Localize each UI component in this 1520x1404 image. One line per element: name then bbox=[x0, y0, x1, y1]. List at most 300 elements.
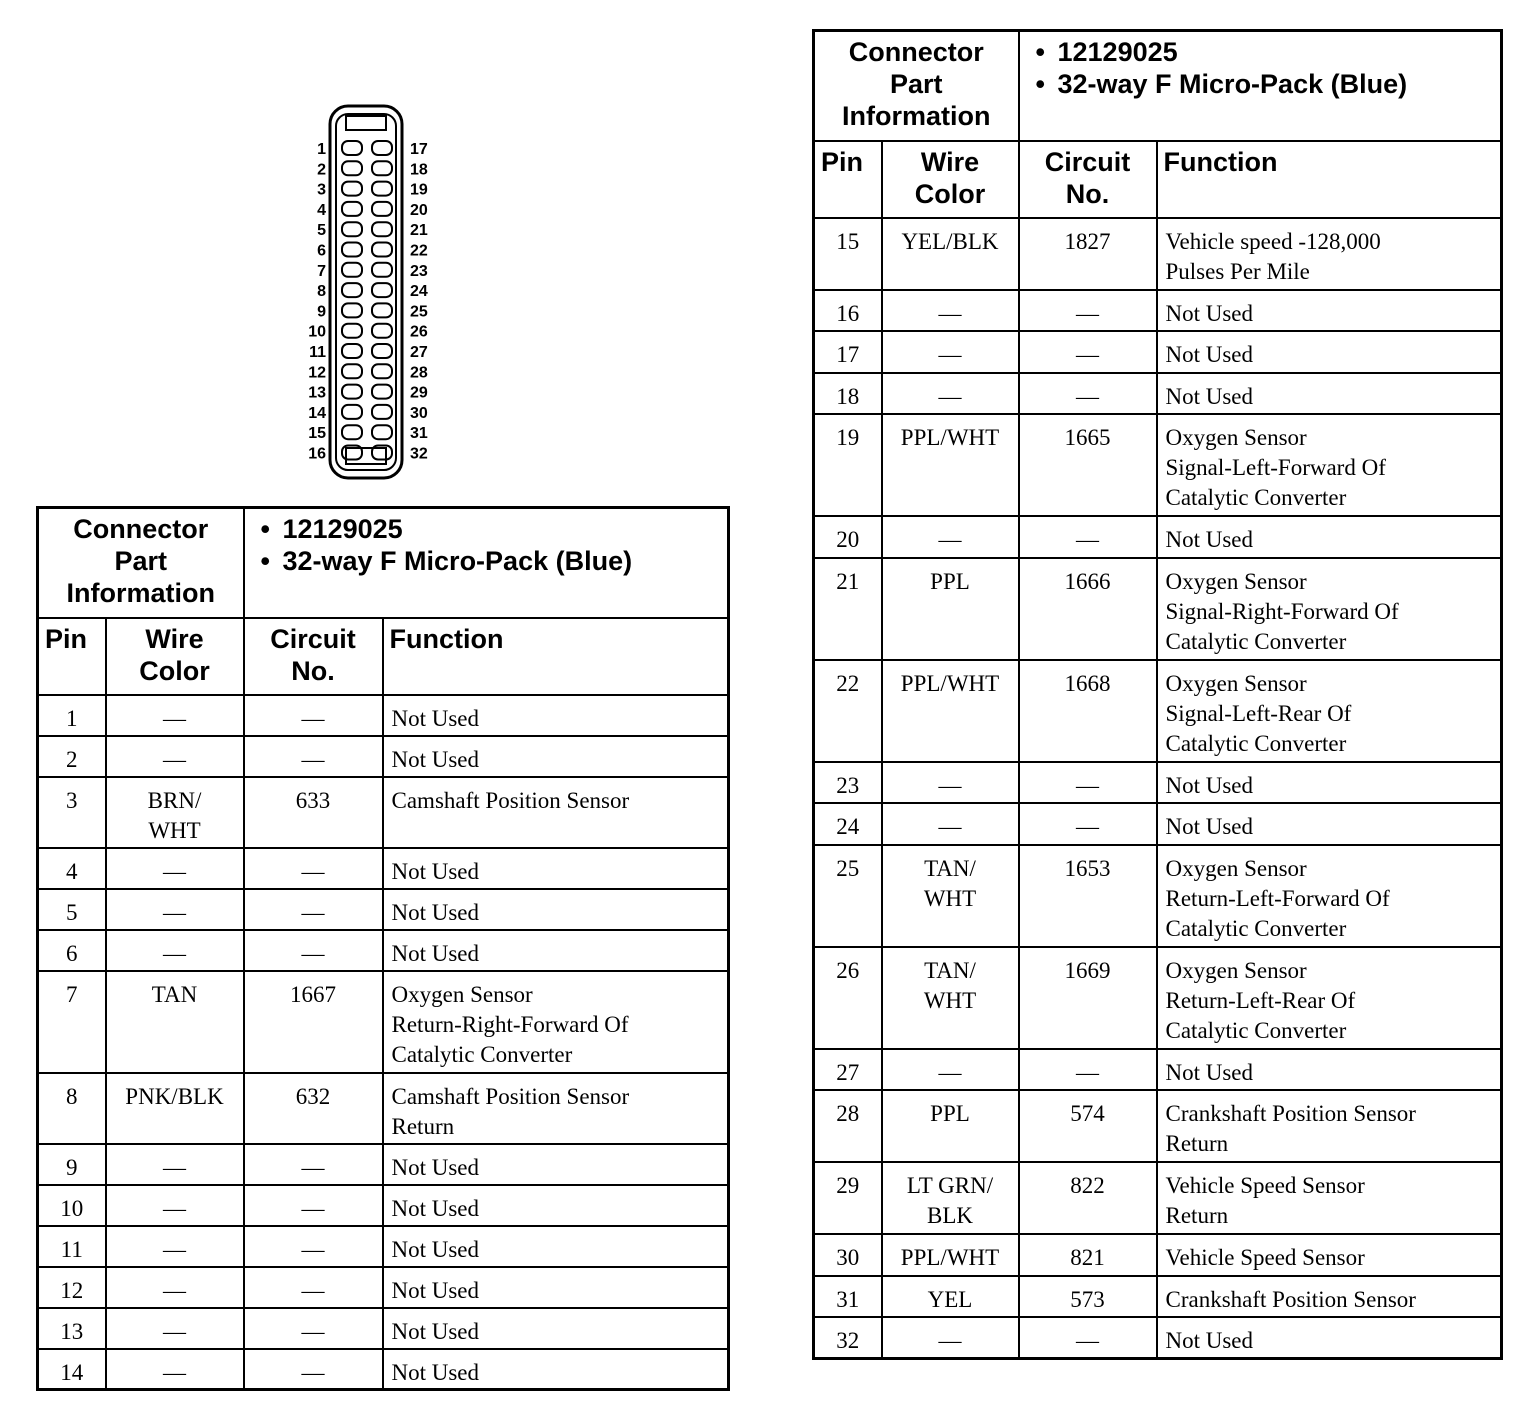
pin-cell: 8 bbox=[38, 1073, 106, 1144]
part-label-line: Connector bbox=[73, 514, 209, 544]
function-cell bbox=[383, 1185, 729, 1226]
pin-cavity bbox=[372, 202, 392, 216]
pin-cavity bbox=[372, 385, 392, 399]
function-line: Not Used bbox=[391, 1154, 480, 1180]
pin-cell: 24 bbox=[814, 803, 882, 845]
function-cell bbox=[1157, 331, 1502, 373]
table-row bbox=[38, 1349, 729, 1390]
function-cell bbox=[1157, 660, 1502, 762]
circuit-cell: — bbox=[1019, 1317, 1157, 1359]
pin-cell: 21 bbox=[814, 558, 882, 660]
function-cell bbox=[1157, 290, 1502, 332]
function-cell bbox=[1157, 1234, 1502, 1276]
table-row bbox=[814, 1317, 1502, 1359]
function-line: Crankshaft Position Sensor bbox=[1165, 1101, 1416, 1126]
part-label-line: Information bbox=[66, 578, 215, 608]
pin-cavity bbox=[342, 202, 362, 216]
table-row bbox=[814, 1276, 1502, 1318]
function-line: Return bbox=[1165, 1203, 1229, 1228]
function-line: Oxygen Sensor bbox=[1165, 957, 1307, 983]
pin-number-label: 1 bbox=[317, 141, 326, 158]
wire-color-line: YEL bbox=[927, 1286, 973, 1312]
pin-cavity bbox=[372, 141, 392, 155]
circuit-cell: — bbox=[1019, 331, 1157, 373]
col-header-pin: Pin bbox=[814, 141, 882, 218]
pin-cell: 10 bbox=[38, 1185, 106, 1226]
circuit-cell: 632 bbox=[244, 1073, 383, 1144]
function-line: Not Used bbox=[391, 1318, 480, 1344]
pin-cavity bbox=[372, 364, 392, 378]
col-header-circuit bbox=[1019, 141, 1157, 218]
wire-color-cell bbox=[882, 1090, 1019, 1162]
pin-cell: 32 bbox=[814, 1317, 882, 1359]
pin-cavity bbox=[372, 344, 392, 358]
pin-cell: 22 bbox=[814, 660, 882, 762]
circuit-cell: — bbox=[1019, 290, 1157, 332]
header-line: Color bbox=[914, 178, 986, 209]
pin-cell: 7 bbox=[38, 971, 106, 1073]
pin-cell: 19 bbox=[814, 414, 882, 516]
table-row bbox=[38, 777, 729, 848]
pin-number-label: 5 bbox=[317, 222, 326, 240]
function-cell bbox=[383, 971, 729, 1073]
table-row bbox=[814, 373, 1502, 415]
table-row bbox=[38, 889, 729, 930]
pin-number-label: 8 bbox=[317, 283, 326, 301]
header-line: No. bbox=[1065, 178, 1110, 209]
circuit-cell: — bbox=[244, 1185, 383, 1226]
wire-color-line: PPL bbox=[930, 568, 970, 594]
pin-cavity bbox=[342, 405, 362, 419]
function-line: Not Used bbox=[391, 1236, 480, 1262]
circuit-cell: — bbox=[244, 1308, 383, 1349]
pin-cavity bbox=[342, 161, 362, 175]
wire-color-cell bbox=[106, 1267, 244, 1308]
pin-cell: 26 bbox=[814, 947, 882, 1049]
pin-cavity bbox=[342, 385, 362, 399]
function-cell bbox=[383, 1073, 729, 1144]
function-cell bbox=[383, 848, 729, 889]
pin-cavity bbox=[342, 243, 362, 257]
pin-cavity bbox=[372, 263, 392, 277]
pin-cell: 15 bbox=[814, 218, 882, 290]
pin-number-label: 31 bbox=[410, 425, 428, 443]
circuit-cell: — bbox=[244, 848, 383, 889]
wire-color-cell bbox=[106, 930, 244, 971]
function-line: Crankshaft Position Sensor bbox=[1165, 1286, 1416, 1312]
function-line: Catalytic Converter bbox=[1165, 485, 1347, 510]
function-cell bbox=[383, 1349, 729, 1390]
header-line: Color bbox=[139, 655, 210, 686]
wire-color-line: WHT bbox=[923, 885, 977, 911]
function-line: Signal-Right-Forward Of bbox=[1165, 598, 1399, 624]
function-cell bbox=[383, 1267, 729, 1308]
part-number: • 12129025 bbox=[1058, 36, 1501, 68]
function-cell bbox=[383, 1144, 729, 1185]
part-label-line: Connector bbox=[848, 37, 984, 67]
table-row bbox=[38, 1073, 729, 1144]
pin-number-label: 18 bbox=[410, 161, 428, 179]
wire-color-cell bbox=[106, 1144, 244, 1185]
connector-part-values bbox=[244, 508, 729, 618]
part-label-line: Information bbox=[842, 101, 991, 131]
function-line: Not Used bbox=[391, 746, 480, 772]
pin-cavity bbox=[342, 425, 362, 439]
wire-color-cell bbox=[882, 660, 1019, 762]
function-cell bbox=[1157, 516, 1502, 558]
wire-color-cell bbox=[106, 695, 244, 736]
function-line: Return bbox=[391, 1113, 455, 1139]
function-line: Return bbox=[1165, 1131, 1229, 1156]
pin-number-label: 23 bbox=[410, 262, 428, 280]
function-line: Not Used bbox=[391, 940, 480, 966]
circuit-cell: 821 bbox=[1019, 1234, 1157, 1276]
table-row bbox=[38, 1185, 729, 1226]
pin-cavity bbox=[372, 283, 392, 297]
pin-cell: 2 bbox=[38, 736, 106, 777]
wire-color-cell bbox=[882, 331, 1019, 373]
function-cell bbox=[1157, 414, 1502, 516]
function-cell bbox=[1157, 947, 1502, 1049]
column-header-row bbox=[814, 141, 1502, 218]
table-row bbox=[814, 1162, 1502, 1234]
function-cell bbox=[1157, 803, 1502, 845]
table-row bbox=[38, 695, 729, 736]
wire-color-cell bbox=[882, 1162, 1019, 1234]
wire-color-line: WHT bbox=[148, 817, 201, 843]
table-row bbox=[814, 558, 1502, 660]
connector-info-row bbox=[38, 508, 729, 618]
pin-cavity bbox=[342, 303, 362, 317]
pin-cell: 1 bbox=[38, 695, 106, 736]
header-line: Wire bbox=[920, 146, 980, 177]
wire-color-cell bbox=[882, 845, 1019, 947]
wire-color-cell bbox=[882, 1049, 1019, 1091]
pin-cavity bbox=[342, 344, 362, 358]
header-line: Wire bbox=[145, 623, 204, 654]
col-header-wire-color bbox=[882, 141, 1019, 218]
wire-color-line: — bbox=[938, 772, 962, 798]
wire-color-cell bbox=[106, 736, 244, 777]
wire-color-line: — bbox=[163, 1359, 186, 1385]
pin-number-label: 16 bbox=[308, 445, 326, 463]
wire-color-line: TAN/ bbox=[924, 855, 976, 881]
table-row bbox=[38, 848, 729, 889]
pin-cavity bbox=[372, 303, 392, 317]
column-header-row bbox=[38, 618, 729, 695]
circuit-cell: — bbox=[1019, 1049, 1157, 1091]
circuit-cell: — bbox=[244, 695, 383, 736]
function-line: Not Used bbox=[1165, 300, 1254, 326]
pin-cell: 23 bbox=[814, 762, 882, 804]
pin-cavity bbox=[372, 405, 392, 419]
wire-color-cell bbox=[106, 889, 244, 930]
circuit-cell: — bbox=[244, 889, 383, 930]
function-cell bbox=[1157, 1090, 1502, 1162]
connector-description: • 32-way F Micro-Pack (Blue) bbox=[283, 545, 728, 577]
circuit-cell: 1667 bbox=[244, 971, 383, 1073]
circuit-cell: 822 bbox=[1019, 1162, 1157, 1234]
table-row bbox=[814, 414, 1502, 516]
pin-table-left bbox=[36, 506, 730, 1391]
pin-number-label: 15 bbox=[308, 425, 326, 443]
wire-color-line: PPL/WHT bbox=[900, 425, 1000, 450]
pin-cavity bbox=[372, 425, 392, 439]
table-row bbox=[814, 1049, 1502, 1091]
function-line: Not Used bbox=[1165, 1328, 1254, 1353]
table-row bbox=[814, 1234, 1502, 1276]
table-row bbox=[814, 803, 1502, 845]
wire-color-cell bbox=[882, 1317, 1019, 1359]
part-label-line: Part bbox=[114, 546, 168, 576]
function-line: Catalytic Converter bbox=[391, 1041, 573, 1067]
wire-color-line: — bbox=[938, 1328, 962, 1353]
pin-cell: 9 bbox=[38, 1144, 106, 1185]
pin-cell: 30 bbox=[814, 1234, 882, 1276]
wire-color-cell bbox=[106, 1308, 244, 1349]
wire-color-line: PPL/WHT bbox=[900, 670, 1000, 696]
table-row bbox=[814, 660, 1502, 762]
wire-color-line: — bbox=[163, 1277, 186, 1303]
table-row bbox=[814, 331, 1502, 373]
pin-cell: 31 bbox=[814, 1276, 882, 1318]
wire-color-line: — bbox=[163, 1154, 186, 1180]
col-header-pin: Pin bbox=[38, 618, 106, 695]
circuit-cell: — bbox=[244, 1144, 383, 1185]
pin-cavity bbox=[372, 324, 392, 338]
function-line: Catalytic Converter bbox=[1165, 730, 1347, 756]
pin-number-label: 30 bbox=[410, 404, 428, 422]
function-cell bbox=[1157, 373, 1502, 415]
pin-number-label: 32 bbox=[410, 445, 428, 463]
pin-number-label: 17 bbox=[410, 141, 428, 158]
function-line: Oxygen Sensor bbox=[1165, 670, 1307, 696]
function-line: Not Used bbox=[391, 1359, 480, 1385]
wire-color-cell bbox=[882, 414, 1019, 516]
wire-color-line: — bbox=[163, 899, 186, 925]
pin-cell: 16 bbox=[814, 290, 882, 332]
wire-color-line: — bbox=[938, 1059, 962, 1085]
function-line: Vehicle Speed Sensor bbox=[1165, 1245, 1365, 1270]
wire-color-cell bbox=[882, 290, 1019, 332]
function-cell bbox=[1157, 762, 1502, 804]
pin-cell: 29 bbox=[814, 1162, 882, 1234]
function-line: Not Used bbox=[1165, 814, 1254, 839]
circuit-cell: — bbox=[244, 1349, 383, 1390]
wire-color-line: — bbox=[938, 814, 962, 839]
pin-number-label: 7 bbox=[317, 262, 326, 280]
function-cell bbox=[1157, 1317, 1502, 1359]
wire-color-line: — bbox=[163, 1318, 186, 1344]
pin-number-label: 13 bbox=[308, 384, 326, 402]
circuit-cell: 574 bbox=[1019, 1090, 1157, 1162]
pin-cell: 17 bbox=[814, 331, 882, 373]
wire-color-line: TAN bbox=[151, 981, 198, 1007]
connector-part-label bbox=[38, 508, 244, 618]
wire-color-line: YEL/BLK bbox=[901, 228, 999, 254]
table-row bbox=[814, 1090, 1502, 1162]
pin-cell: 4 bbox=[38, 848, 106, 889]
function-line: Return-Right-Forward Of bbox=[391, 1011, 629, 1037]
function-line: Signal-Left-Rear Of bbox=[1165, 700, 1352, 726]
wire-color-cell bbox=[106, 1073, 244, 1144]
pin-number-label: 2 bbox=[317, 161, 326, 179]
wire-color-line: — bbox=[938, 300, 962, 326]
function-line: Not Used bbox=[1165, 772, 1254, 798]
table-row bbox=[814, 290, 1502, 332]
pin-cavity bbox=[342, 263, 362, 277]
function-line: Not Used bbox=[1165, 342, 1254, 367]
col-header-function: Function bbox=[383, 618, 729, 695]
table-row bbox=[814, 947, 1502, 1049]
wire-color-cell bbox=[882, 516, 1019, 558]
function-cell bbox=[383, 930, 729, 971]
wire-color-line: — bbox=[938, 527, 962, 552]
function-line: Return-Left-Rear Of bbox=[1165, 987, 1356, 1013]
function-line: Not Used bbox=[1165, 1059, 1254, 1085]
connector-face-icon bbox=[290, 100, 460, 490]
function-line: Oxygen Sensor bbox=[1165, 855, 1307, 881]
table-row bbox=[38, 736, 729, 777]
header-line: Circuit bbox=[1044, 146, 1131, 177]
wire-color-line: — bbox=[938, 342, 962, 367]
wire-color-line: — bbox=[163, 858, 186, 884]
wire-color-line: PNK/BLK bbox=[125, 1083, 224, 1109]
function-line: Oxygen Sensor bbox=[1165, 568, 1307, 594]
circuit-cell: 1668 bbox=[1019, 660, 1157, 762]
pin-cell: 5 bbox=[38, 889, 106, 930]
pin-number-label: 10 bbox=[308, 323, 326, 341]
function-line: Oxygen Sensor bbox=[391, 981, 533, 1007]
part-number: • 12129025 bbox=[283, 513, 728, 545]
pin-cell: 12 bbox=[38, 1267, 106, 1308]
function-line: Return-Left-Forward Of bbox=[1165, 885, 1390, 911]
wire-color-cell bbox=[882, 1276, 1019, 1318]
circuit-cell: 1669 bbox=[1019, 947, 1157, 1049]
pin-cell: 20 bbox=[814, 516, 882, 558]
pin-cavity bbox=[342, 364, 362, 378]
wire-color-cell bbox=[106, 971, 244, 1073]
header-line: Circuit bbox=[270, 623, 356, 654]
wire-color-line: BLK bbox=[927, 1203, 973, 1228]
table-row bbox=[814, 845, 1502, 947]
header-line: No. bbox=[291, 655, 335, 686]
function-cell bbox=[383, 736, 729, 777]
wire-color-cell bbox=[106, 1226, 244, 1267]
connector-part-label bbox=[814, 31, 1019, 141]
pin-number-label: 28 bbox=[410, 364, 428, 382]
pin-number-label: 29 bbox=[410, 384, 428, 402]
wire-color-cell bbox=[106, 1349, 244, 1390]
connector-info-row bbox=[814, 31, 1502, 141]
function-cell bbox=[1157, 558, 1502, 660]
pin-number-label: 24 bbox=[410, 283, 428, 301]
circuit-cell: — bbox=[1019, 762, 1157, 804]
pin-cell: 11 bbox=[38, 1226, 106, 1267]
wire-color-line: — bbox=[163, 746, 186, 772]
wire-color-cell bbox=[106, 1185, 244, 1226]
wire-color-line: — bbox=[163, 705, 186, 731]
pin-number-label: 14 bbox=[308, 404, 326, 422]
circuit-cell: — bbox=[244, 736, 383, 777]
function-line: Camshaft Position Sensor bbox=[391, 1083, 630, 1109]
wire-color-cell bbox=[882, 558, 1019, 660]
part-label-line: Part bbox=[889, 69, 943, 99]
pin-cavity bbox=[372, 222, 392, 236]
pin-cell: 18 bbox=[814, 373, 882, 415]
pin-cell: 13 bbox=[38, 1308, 106, 1349]
col-header-function: Function bbox=[1157, 141, 1502, 218]
pin-cell: 6 bbox=[38, 930, 106, 971]
function-cell bbox=[1157, 1276, 1502, 1318]
wire-color-cell bbox=[882, 803, 1019, 845]
pin-number-label: 9 bbox=[317, 303, 326, 321]
circuit-cell: — bbox=[244, 1267, 383, 1308]
circuit-cell: — bbox=[1019, 803, 1157, 845]
pin-cavity bbox=[372, 161, 392, 175]
function-line: Vehicle Speed Sensor bbox=[1165, 1173, 1365, 1198]
wire-color-line: — bbox=[163, 1236, 186, 1262]
table-row bbox=[38, 1308, 729, 1349]
function-line: Not Used bbox=[391, 899, 480, 925]
wire-color-cell bbox=[882, 373, 1019, 415]
pin-cell: 27 bbox=[814, 1049, 882, 1091]
function-cell bbox=[383, 777, 729, 848]
pin-cavity bbox=[342, 182, 362, 196]
wire-color-cell bbox=[106, 848, 244, 889]
wire-color-line: PPL/WHT bbox=[900, 1245, 1000, 1270]
table-row bbox=[814, 516, 1502, 558]
pin-number-label: 12 bbox=[308, 364, 326, 382]
function-line: Not Used bbox=[391, 1277, 480, 1303]
function-cell bbox=[383, 1226, 729, 1267]
pin-cavity bbox=[372, 243, 392, 257]
circuit-cell: — bbox=[244, 1226, 383, 1267]
wire-color-line: WHT bbox=[923, 987, 977, 1013]
wire-color-line: LT GRN/ bbox=[906, 1173, 994, 1198]
circuit-cell: 633 bbox=[244, 777, 383, 848]
function-line: Camshaft Position Sensor bbox=[391, 787, 630, 813]
circuit-cell: 573 bbox=[1019, 1276, 1157, 1318]
function-cell bbox=[383, 889, 729, 930]
pin-cavity bbox=[342, 324, 362, 338]
pin-cell: 3 bbox=[38, 777, 106, 848]
pin-number-label: 26 bbox=[410, 323, 428, 341]
wire-color-line: BRN/ bbox=[147, 787, 202, 813]
wire-color-cell bbox=[106, 777, 244, 848]
wire-color-cell bbox=[882, 947, 1019, 1049]
wire-color-line: TAN/ bbox=[924, 957, 976, 983]
function-line: Vehicle speed -128,000 bbox=[1165, 228, 1381, 254]
connector-part-values bbox=[1019, 31, 1502, 141]
circuit-cell: 1665 bbox=[1019, 414, 1157, 516]
function-line: Not Used bbox=[1165, 527, 1254, 552]
function-line: Catalytic Converter bbox=[1165, 1017, 1347, 1043]
connector-diagram bbox=[290, 100, 460, 490]
circuit-cell: — bbox=[1019, 373, 1157, 415]
table-row bbox=[814, 762, 1502, 804]
function-line: Catalytic Converter bbox=[1165, 628, 1347, 654]
pin-number-label: 4 bbox=[317, 201, 326, 219]
pin-cell: 25 bbox=[814, 845, 882, 947]
pin-cell: 28 bbox=[814, 1090, 882, 1162]
circuit-cell: 1827 bbox=[1019, 218, 1157, 290]
pin-table-right bbox=[812, 29, 1503, 1360]
wire-color-line: — bbox=[938, 383, 962, 409]
wire-color-line: — bbox=[163, 940, 186, 966]
pin-cavity bbox=[342, 283, 362, 297]
function-line: Not Used bbox=[391, 858, 480, 884]
